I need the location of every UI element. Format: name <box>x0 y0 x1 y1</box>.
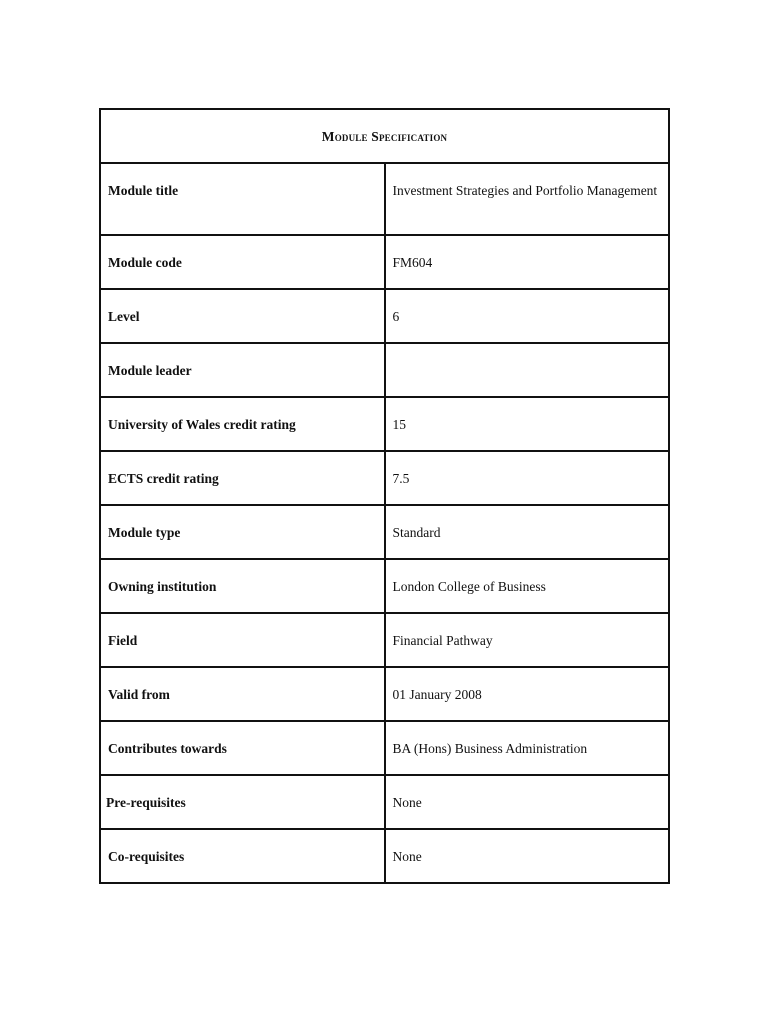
row-value: 6 <box>385 289 670 343</box>
row-label: Contributes towards <box>100 721 385 775</box>
table-title: Module Specification <box>100 109 669 163</box>
module-specification-table <box>99 108 670 884</box>
table-title-row <box>100 109 669 163</box>
row-label: Level <box>100 289 385 343</box>
row-label: University of Wales credit rating <box>100 397 385 451</box>
table-row <box>100 613 669 667</box>
row-label: Module code <box>100 235 385 289</box>
row-label: Pre-requisites <box>100 775 385 829</box>
row-value: London College of Business <box>385 559 670 613</box>
table-row <box>100 505 669 559</box>
row-value: FM604 <box>385 235 670 289</box>
row-label: Co-requisites <box>100 829 385 883</box>
row-value: Investment Strategies and Portfolio Management <box>385 163 670 235</box>
row-value: None <box>385 829 670 883</box>
row-value: 15 <box>385 397 670 451</box>
table-row <box>100 343 669 397</box>
table-row <box>100 289 669 343</box>
row-value: BA (Hons) Business Administration <box>385 721 670 775</box>
row-value <box>385 343 670 397</box>
table-row <box>100 451 669 505</box>
row-value: Standard <box>385 505 670 559</box>
row-value: 01 January 2008 <box>385 667 670 721</box>
row-label: Owning institution <box>100 559 385 613</box>
table-row <box>100 829 669 883</box>
table-row <box>100 235 669 289</box>
table-row <box>100 163 669 235</box>
row-label: Module type <box>100 505 385 559</box>
row-value: Financial Pathway <box>385 613 670 667</box>
table-row <box>100 559 669 613</box>
table-row <box>100 775 669 829</box>
table-row <box>100 667 669 721</box>
row-value: 7.5 <box>385 451 670 505</box>
row-label: Valid from <box>100 667 385 721</box>
row-label: Field <box>100 613 385 667</box>
row-label: Module leader <box>100 343 385 397</box>
table-row <box>100 397 669 451</box>
row-value: None <box>385 775 670 829</box>
table-row <box>100 721 669 775</box>
row-label: ECTS credit rating <box>100 451 385 505</box>
row-label: Module title <box>100 163 385 235</box>
